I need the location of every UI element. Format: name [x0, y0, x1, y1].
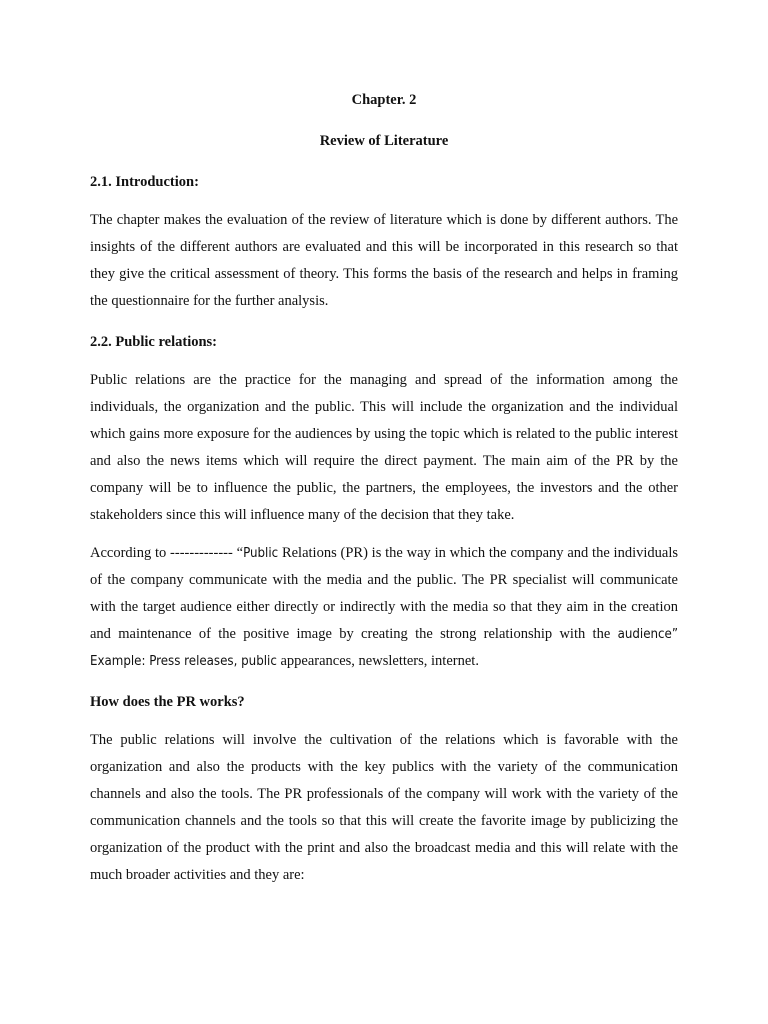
introduction-paragraph: The chapter makes the evaluation of the review of literature which is done by different authors. The insights of the different authors are evaluated and this will be incorporated in this research so that they give the critical assessment of theory. This forms the basis of the research and helps in framing the questionnaire for the further analysis. — [90, 212, 678, 309]
section-heading-introduction: 2.1. Introduction: — [90, 174, 199, 190]
public-relations-paragraph-2 — [90, 540, 678, 675]
quote-example-text: audience” Example: Press releases, public — [90, 627, 678, 669]
public-relations-paragraph-1: Public relations are the practice for the managing and spread of the information among the individuals, the organization and the public. This will include the organization and the individual which gains more exposure for the audiences by using the topic which is related to the public interest and also the news items which will require the direct payment. The main aim of the PR by the company will be to influence the public, the partners, the employees, the investors and the other stakeholders since this will influence many of the decision that they take. — [90, 372, 678, 523]
chapter-subtitle: Review of Literature — [319, 133, 449, 149]
chapter-title: Chapter. 2 — [351, 92, 417, 108]
section-heading-public-relations: 2.2. Public relations: — [90, 334, 218, 350]
quote-body-text: Relations (PR) is the way in which the company and the individuals of the company communicate with the media and the public. The PR specialist will communicate with the target audience either directly or indirectly with the media so that they aim in the creation and maintenance of the positive image by creating the strong relationship with the — [90, 545, 678, 642]
quote-example-tail-text: appearances, newsletters, internet. — [276, 653, 479, 669]
quote-term-text: Public — [243, 546, 279, 561]
how-pr-works-paragraph: The public relations will involve the cultivation of the relations which is favorable with the organization and also the products with the key publics with the variety of the communication channels and also the tools. The PR professionals of the company will work with the variety of the communication channels and the tools so that this will create the favorite image by publicizing the organization of the product with the print and also the broadcast media and this will relate with the much broader activities and they are: — [90, 732, 678, 883]
quote-intro-text: According to ------------- “ — [90, 545, 244, 561]
section-heading-how-pr-works: How does the PR works? — [90, 694, 245, 710]
